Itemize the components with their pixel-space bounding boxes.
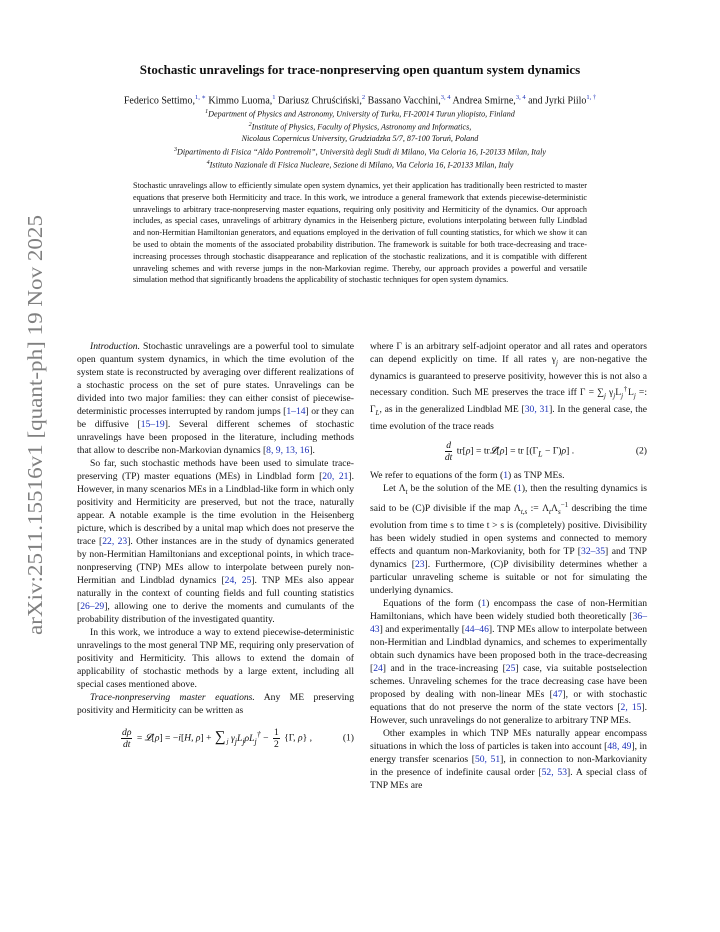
paragraph-gamma: where Γ is an arbitrary self-adjoint operator and all rates and operators can depend explicitly on time. If all rates $\gamma_j$ are non-negative the dynamics is guaranteed to preserve positivity, however this is not also a necessary condition. Such ME preserves the trace iff $\Gamma = \sum_j$ $\gamma_jL_j^\dagger L_j$ =: $\Gamma_L$, as in the generalized Lindblad ME [30, 31]. In the general case, the time evolution of the trace reads xyxy=(370,341,648,432)
citation-link[interactable]: 26–29 xyxy=(80,601,105,613)
affiliation-number: 2 xyxy=(248,122,252,129)
affiliation-line: $^1$Department of Physics and Astronomy, University of Turku, FI-20014 Turun yliopisto, Finland xyxy=(205,109,515,119)
citation-link[interactable]: 50, 51 xyxy=(474,754,501,766)
citation-link[interactable]: 47 xyxy=(552,689,563,701)
author-affiliation-mark: 3, 4 xyxy=(440,94,451,101)
abstract: Stochastic unravelings allow to efficiently simulate open system dynamics, yet their application has traditionally been restricted to master equations that preserve both Hermiticity and trace. In this work, we introduce a general framework that extends piecewise-deterministic unravelings to arbitrary trace-nonpreserving master equations, requiring only positivity and Hermiticity of the dynamics. Our approach includes, as special cases, unravelings of arbitrary dynamics in the Heisenberg picture, evolutions interpolating between fully Lindblad and non-Hermitian Hamiltonian generators, and equations employed in the derivation of full counting statistics, for which we show it can be used to obtain the moments of the associated probability distribution. The framework is suitable for both trace-decreasing and trace-increasing processes through stochastic disappearance and replication of the stochastic realizations, and it is compatible with different unraveling schemes and with reverse jumps in the non-Markovian regime. Thereby, our approach provides a powerful and versatile simulation method that significantly broadens the applicability of stochastic techniques for open system dynamics. xyxy=(133,181,587,285)
paragraph-non-hermitian: Equations of the form (1) encompass the case of non-Hermitian Hamiltonians, which have been widely studied both theoretically [36–43] and experimentally [44–46]. TNP MEs allow to interpolate between non-Hermitian and Lindblad dynamics, and schemes to experimentally obtain such dynamics have been proposed both in the trace-decreasing [24] and in the trace-increasing [25] case, via suitable postselection schemes. Unraveling schemes for the trace decreasing case have been proposed by dealing with non-linear MEs [47], or with stochastic equations that do not preserve the norm of the state vectors [2, 15]. However, such unravelings do not generalize to arbitrary TNP MEs. xyxy=(370,598,648,727)
author-name: and Jyrki Piilo xyxy=(525,95,587,107)
author-affiliation-mark: 1, ∗ xyxy=(194,94,206,101)
author-name: Andrea Smirne, xyxy=(450,95,516,107)
affiliation-list xyxy=(90,107,630,171)
citation-link[interactable]: 23 xyxy=(414,559,425,571)
affiliation-line: $^4$Istituto Nazionale di Fisica Nucleare, Sezione di Milano, Via Celoria 16, I-20133 Milan, Italy xyxy=(206,160,514,170)
intro-paragraph xyxy=(77,340,354,457)
affiliation-number: 1 xyxy=(205,109,209,115)
citation-link[interactable]: 1 xyxy=(503,470,509,481)
author-name: Dariusz Chruściński, xyxy=(275,95,362,107)
citation-link[interactable]: 15–19 xyxy=(140,419,165,431)
intro-body: Stochastic unravelings are a powerful tool to simulate open quantum system dynamics, in which the time evolution of the system state is reconstructed by averaging over different realizations of a stochastic process on the set of pure states. Unravelings can be divided into two major families: they can either consist of piecewise-deterministic processes interrupted by random jumps [1–14] or they can be diffusive [15–19]. Several different schemes of stochastic unravelings have been proposed in the literature, including methods that allow to describe non-Markovian dynamics [8, 9, 13, 16]. xyxy=(77,341,355,457)
citation-link[interactable]: 8, 9, 13, 16 xyxy=(266,445,310,457)
author-affiliation-mark: 1 xyxy=(272,94,276,101)
equation-1: $\frac{d\rho}{dt}$ = 𝓛[ρ] = −i[H, $\rho] + \sum_j$ $\gamma_jL_j\rho L_j^\dagger$ − $\frac{1}{2}$ {Γ, ρ} , (1) xyxy=(122,726,354,750)
citation-link[interactable]: 30, 31 xyxy=(524,404,550,416)
tnp-section-lead: Trace-nonpreserving master equations. xyxy=(90,692,255,704)
citation-link[interactable]: 52, 53 xyxy=(541,767,567,779)
paragraph-tp-mes: So far, such stochastic methods have been used to simulate trace-preserving (TP) master equations (MEs) in Lindblad form [20, 21]. However, in many scenarios MEs in a Lindblad-like form in which only positivity and Hermiticity are preserved, but not the trace, naturally appear. A notable example is the time evolution in the Heisenberg picture, which is described by a unital map which does not preserve the trace [22, 23]. Other instances are in the study of dynamics generated by non-Hermitian Hamiltonians and exceptional points, in which trace-nonpreserving (TNP) MEs allow to interpolate between purely non-Hermitian and Lindblad dynamics [24, 25]. TNP MEs also appear naturally in the context of counting fields and full counting statistics [26–29], allowing one to derive the moments and cumulants of the probability distribution of the investigated quantity. xyxy=(77,458,355,626)
affiliation-line: Nicolaus Copernicus University, Grudziadzka 5/7, 87-100 Toruń, Poland xyxy=(241,134,479,144)
right-column xyxy=(370,340,647,792)
left-column xyxy=(77,340,354,759)
citation-link[interactable]: 24 xyxy=(373,663,383,675)
citation-link[interactable]: 48, 49 xyxy=(607,741,632,753)
paragraph-this-work: In this work, we introduce a way to extend piecewise-deterministic unravelings to the most general TNP ME, requiring only preservation of positivity and Hermiticity. This allows to extend the domain of applicability of stochastic methods by a large extent, including all special cases mentioned above. xyxy=(77,627,354,691)
affiliation-number: 4 xyxy=(206,160,210,167)
author-affiliation-mark: 3, 4 xyxy=(515,94,526,101)
intro-lead: Introduction. xyxy=(90,341,141,352)
equation-2: $\frac{d}{dt}$ tr[ρ] = tr𝓛[ρ] = tr $[(\Gamma_L - \Gamma)\rho]$ . (2) xyxy=(444,439,647,463)
paragraph-other-examples: Other examples in which TNP MEs naturally appear encompass situations in which the loss of particles is taken into account [48, 49], in energy transfer scenarios [50, 51], in connection to non-Markovianity in the presence of indefinite causal order [52, 53]. A special class of TNP MEs are xyxy=(370,728,648,792)
author-affiliation-mark: 1, † xyxy=(586,94,597,101)
paragraph-divisibility: Let $\Lambda_t$ be the solution of the ME (1), then the resulting dynamics is said to be (C)P divisible if the map $\Lambda_{t,s}$ := $\Lambda_t\Lambda_s^{-1}$ describing the time evolution from time s to time t > s is (completely) positive. Divisibility has been widely studied in open systems and connected to memory effects and quantum non-Markovianity, both for TP [32–35] and TNP dynamics [23]. Furthermore, (C)P divisibility determines whether a particular unraveling scheme is suitable or not for simulating the underlying dynamics. xyxy=(370,483,648,597)
affiliation-line: $^2$Institute of Physics, Faculty of Physics, Astronomy and Informatics, xyxy=(248,122,472,132)
arxiv-identifier-text: arXiv:2511.15516v1 [quant-ph] 19 Nov 2025 xyxy=(23,243,47,635)
equation-1-number: (1) xyxy=(342,732,354,744)
paragraph-tnp-mes: Trace-nonpreserving master equations. Any ME preserving positivity and Hermiticity can be written as xyxy=(77,692,354,717)
citation-link[interactable]: 36–43 xyxy=(370,611,647,636)
citation-link[interactable]: 22, 23 xyxy=(102,536,128,548)
citation-link[interactable]: 25 xyxy=(505,663,516,675)
author-name: Bassano Vacchini, xyxy=(365,95,441,107)
affiliation-line: $^3$Dipartimento di Fisica “Aldo Pontremoli”, Università degli Studi di Milano, Via Celoria 16, I-20133 Milan, Italy xyxy=(174,146,546,157)
citation-link[interactable]: 32–35 xyxy=(581,546,605,558)
author-name: Kimmo Luoma, xyxy=(205,95,273,107)
author-name: Federico Settimo, xyxy=(123,95,195,107)
citation-link[interactable]: 1–14 xyxy=(286,406,306,418)
citation-link[interactable]: 1 xyxy=(481,598,487,610)
equation-2-number: (2) xyxy=(635,445,647,457)
affiliation-number: 3 xyxy=(174,146,178,153)
citation-link[interactable]: 24, 25 xyxy=(224,575,252,587)
author-list xyxy=(70,91,650,107)
citation-link[interactable]: 2, 15 xyxy=(620,702,642,714)
paper-title: Stochastic unravelings for trace-nonpreserving open quantum system dynamics xyxy=(139,62,581,77)
paragraph-refer: We refer to equations of the form (1) as TNP MEs. xyxy=(370,470,565,481)
author-affiliation-mark: 2 xyxy=(361,94,366,101)
citation-link[interactable]: 1 xyxy=(517,483,522,495)
citation-link[interactable]: 20, 21 xyxy=(322,471,349,483)
citation-link[interactable]: 44–46 xyxy=(464,624,489,636)
arxiv-identifier-stamp xyxy=(6,210,58,640)
